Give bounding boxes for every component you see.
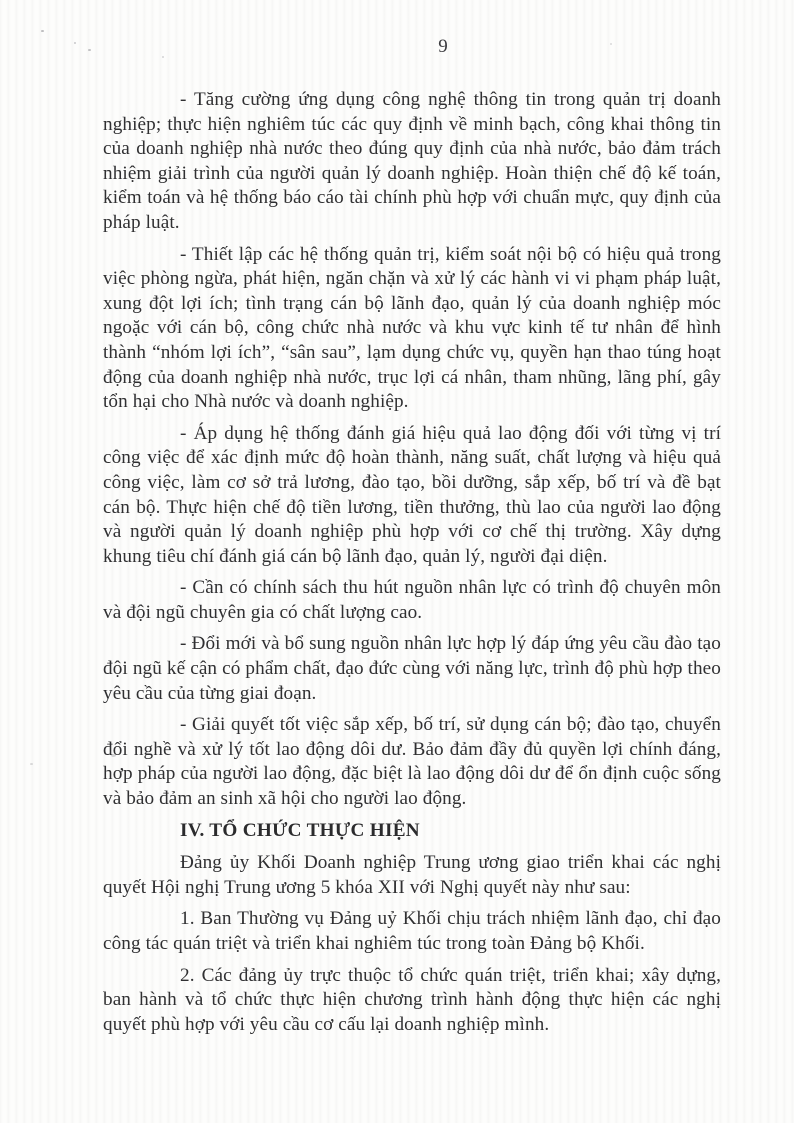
document-content <box>103 88 721 1044</box>
paragraph: - Thiết lập các hệ thống quản trị, kiểm soát nội bộ có hiệu quả trong việc phòng ngừa, phát hiện, ngăn chặn và xử lý các hành vi vi phạm pháp luật, xung đột lợi ích; tình trạng cán bộ lãnh đạo, quản lý của doanh nghiệp móc ngoặc với cán bộ, công chức nhà nước và khu vực kinh tế tư nhân để hình thành “nhóm lợi ích”, “sân sau”, lạm dụng chức vụ, quyền hạn thao túng hoạt động của doanh nghiệp nhà nước, trục lợi cá nhân, tham nhũng, lãng phí, gây tổn hại cho Nhà nước và doanh nghiệp. <box>103 243 721 413</box>
paragraph: - Đổi mới và bổ sung nguồn nhân lực hợp lý đáp ứng yêu cầu đào tạo đội ngũ kế cận có phẩm chất, đạo đức cùng với năng lực, trình độ phù hợp theo yêu cầu của từng giai đoạn. <box>103 633 721 704</box>
scan-speck <box>30 763 33 765</box>
paragraph: - Giải quyết tốt việc sắp xếp, bố trí, sử dụng cán bộ; đào tạo, chuyển đổi nghề và xử lý tốt lao động dôi dư. Bảo đảm đầy đủ quyền lợi chính đáng, hợp pháp của người lao động, đặc biệt là lao động dôi dư để ổn định cuộc sống và bảo đảm an sinh xã hội cho người lao động. <box>103 714 721 810</box>
paragraph: - Áp dụng hệ thống đánh giá hiệu quả lao động đối với từng vị trí công việc để xác định mức độ hoàn thành, năng suất, chất lượng và hiệu quả công việc, làm cơ sở trả lương, đào tạo, bồi dưỡng, sắp xếp, bố trí và đề bạt cán bộ. Thực hiện chế độ tiền lương, tiền thưởng, thù lao của người lao động và người quản lý doanh nghiệp phù hợp với cơ chế thị trường. Xây dựng khung tiêu chí đánh giá cán bộ lãnh đạo, quản lý, người đại diện. <box>103 422 721 567</box>
scan-speck <box>162 56 164 58</box>
scan-speck <box>74 42 76 44</box>
scan-speck <box>88 49 91 51</box>
paragraph: Đảng ủy Khối Doanh nghiệp Trung ương giao triển khai các nghị quyết Hội nghị Trung ương 5 khóa XII với Nghị quyết này như sau: <box>103 852 721 898</box>
section-heading: IV. TỔ CHỨC THỰC HIỆN <box>180 819 420 841</box>
scan-speck <box>610 43 612 45</box>
scan-speck <box>111 754 116 757</box>
scan-speck <box>41 30 44 32</box>
paragraph: - Cần có chính sách thu hút nguồn nhân lực có trình độ chuyên môn và đội ngũ chuyên gia có chất lượng cao. <box>103 577 721 623</box>
paragraph: 2. Các đảng ủy trực thuộc tổ chức quán triệt, triển khai; xây dựng, ban hành và tổ chức thực hiện chương trình hành động thực hiện các nghị quyết phù hợp với yêu cầu cơ cấu lại doanh nghiệp mình. <box>103 964 721 1035</box>
page-number: 9 <box>438 36 448 57</box>
paragraph: - Tăng cường ứng dụng công nghệ thông tin trong quản trị doanh nghiệp; thực hiện nghiêm túc các quy định về minh bạch, công khai thông tin của doanh nghiệp nhà nước theo đúng quy định của nhà nước, bảo đảm trách nhiệm giải trình của người quản lý doanh nghiệp. Hoàn thiện chế độ kế toán, kiểm toán và hệ thống báo cáo tài chính phù hợp với chuẩn mực, quy định của pháp luật. <box>103 89 721 233</box>
paragraph: 1. Ban Thường vụ Đảng uỷ Khối chịu trách nhiệm lãnh đạo, chỉ đạo công tác quán triệt và triển khai nghiêm túc trong toàn Đảng bộ Khối. <box>103 908 721 954</box>
